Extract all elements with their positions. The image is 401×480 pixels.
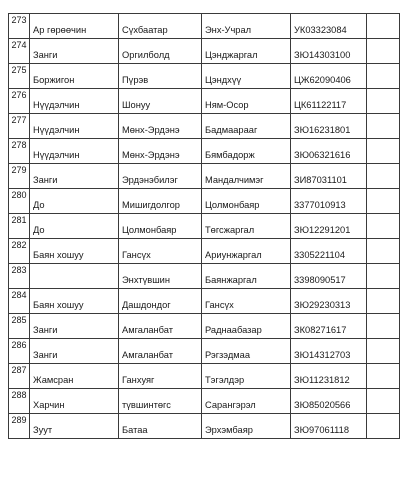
- father-name-text: Ганхуяг: [122, 374, 155, 385]
- empty-cell: [367, 64, 400, 89]
- father-name-cell: [119, 214, 202, 239]
- empty-cell: [367, 314, 400, 339]
- table-row: [9, 289, 400, 314]
- given-name-text: Сарангэрэл: [205, 399, 256, 410]
- register-number-cell: [291, 264, 367, 289]
- clan-name-cell: [30, 314, 119, 339]
- empty-cell: [367, 389, 400, 414]
- table-row: [9, 14, 400, 39]
- register-number-text: 3377010913: [294, 199, 346, 210]
- given-name-text: Цэнджаргал: [205, 49, 258, 60]
- given-name-cell: [202, 289, 291, 314]
- given-name-cell: [202, 239, 291, 264]
- register-number-cell: [291, 14, 367, 39]
- register-number-cell: [291, 64, 367, 89]
- empty-cell: [367, 89, 400, 114]
- row-number: 280: [9, 189, 30, 214]
- table-row: [9, 339, 400, 364]
- table-row: [9, 189, 400, 214]
- empty-cell: [367, 164, 400, 189]
- empty-cell: [367, 289, 400, 314]
- register-number-text: ЗЮ29230313: [294, 299, 351, 310]
- row-number: 273: [9, 14, 30, 39]
- father-name-cell: [119, 89, 202, 114]
- given-name-text: Мандалчимэг: [205, 174, 264, 185]
- father-name-text: Пүрэв: [122, 74, 149, 85]
- father-name-text: Эрдэнэбилэг: [122, 174, 178, 185]
- given-name-text: Цэндхүү: [205, 74, 242, 85]
- register-number-text: ЗЮ14303100: [294, 49, 351, 60]
- father-name-text: Мөнх-Эрдэнэ: [122, 124, 180, 135]
- register-number-text: ЗК08271617: [294, 324, 347, 335]
- father-name-cell: [119, 64, 202, 89]
- father-name-text: түвшинтөгс: [122, 399, 171, 410]
- father-name-cell: [119, 114, 202, 139]
- register-number-text: ЗИ87031101: [294, 174, 347, 185]
- clan-name-cell: [30, 14, 119, 39]
- register-number-cell: [291, 139, 367, 164]
- register-number-text: ЗЮ97061118: [294, 424, 349, 435]
- father-name-cell: [119, 264, 202, 289]
- father-name-text: Цолмонбаяр: [122, 224, 177, 235]
- register-number-cell: [291, 339, 367, 364]
- father-name-cell: [119, 39, 202, 64]
- given-name-cell: [202, 189, 291, 214]
- row-number: 286: [9, 339, 30, 364]
- empty-cell: [367, 189, 400, 214]
- father-name-text: Мөнх-Эрдэнэ: [122, 149, 180, 160]
- register-number-cell: [291, 39, 367, 64]
- register-number-text: 3305221104: [294, 249, 346, 260]
- empty-cell: [367, 14, 400, 39]
- row-number: 277: [9, 114, 30, 139]
- father-name-text: Дашдондог: [122, 299, 171, 310]
- clan-name-text: Баян хошуу: [33, 249, 84, 260]
- father-name-text: Шонуу: [122, 99, 151, 110]
- given-name-text: Төгсжаргал: [205, 224, 255, 235]
- register-number-cell: [291, 214, 367, 239]
- table-row: [9, 389, 400, 414]
- given-name-text: Эрхэмбаяр: [205, 424, 253, 435]
- register-number-text: ЗЮ12291201: [294, 224, 351, 235]
- clan-name-text: Нүүдэлчин: [33, 99, 80, 110]
- register-number-text: 3398090517: [294, 274, 346, 285]
- father-name-cell: [119, 239, 202, 264]
- clan-name-cell: [30, 114, 119, 139]
- father-name-cell: [119, 414, 202, 439]
- given-name-text: Рэгзэдмаа: [205, 349, 250, 360]
- given-name-text: Ням-Осор: [205, 99, 249, 110]
- empty-cell: [367, 139, 400, 164]
- table-row: [9, 139, 400, 164]
- register-number-text: ЦК61122117: [294, 99, 347, 110]
- row-number: 276: [9, 89, 30, 114]
- empty-cell: [367, 239, 400, 264]
- given-name-text: Тэгэлдэр: [205, 374, 245, 385]
- given-name-cell: [202, 264, 291, 289]
- clan-name-cell: [30, 164, 119, 189]
- clan-name-cell: [30, 89, 119, 114]
- father-name-cell: [119, 164, 202, 189]
- clan-name-text: Занги: [33, 324, 58, 335]
- clan-name-cell: [30, 214, 119, 239]
- father-name-cell: [119, 364, 202, 389]
- given-name-cell: [202, 414, 291, 439]
- table-row: [9, 364, 400, 389]
- empty-cell: [367, 214, 400, 239]
- row-number: 288: [9, 389, 30, 414]
- row-number: 282: [9, 239, 30, 264]
- clan-name-cell: [30, 389, 119, 414]
- register-number-text: ЗЮ16231801: [294, 124, 351, 135]
- register-number-text: ЦЖ62090406: [294, 74, 351, 85]
- father-name-text: Мишигдолгор: [122, 199, 180, 210]
- given-name-cell: [202, 39, 291, 64]
- clan-name-cell: [30, 239, 119, 264]
- register-number-cell: [291, 389, 367, 414]
- father-name-cell: [119, 314, 202, 339]
- register-number-cell: [291, 164, 367, 189]
- clan-name-text: Занги: [33, 49, 58, 60]
- clan-name-text: До: [33, 224, 45, 235]
- register-number-text: УК03323084: [294, 24, 347, 35]
- given-name-cell: [202, 314, 291, 339]
- table-row: [9, 64, 400, 89]
- clan-name-cell: [30, 414, 119, 439]
- given-name-cell: [202, 139, 291, 164]
- row-number: 284: [9, 289, 30, 314]
- given-name-cell: [202, 164, 291, 189]
- register-number-text: ЗЮ14312703: [294, 349, 351, 360]
- clan-name-text: Занги: [33, 174, 58, 185]
- row-number: 285: [9, 314, 30, 339]
- given-name-text: Раднаабазар: [205, 324, 262, 335]
- given-name-cell: [202, 64, 291, 89]
- clan-name-text: Жамсран: [33, 374, 74, 385]
- table-row: [9, 239, 400, 264]
- father-name-text: Энхтүвшин: [122, 274, 170, 285]
- row-number: 279: [9, 164, 30, 189]
- clan-name-text: До: [33, 199, 45, 210]
- table-row: [9, 414, 400, 439]
- father-name-cell: [119, 389, 202, 414]
- clan-name-text: Ар гөрөөчин: [33, 24, 87, 35]
- clan-name-text: Боржигон: [33, 74, 75, 85]
- register-number-cell: [291, 289, 367, 314]
- clan-name-cell: [30, 189, 119, 214]
- register-number-text: ЗЮ11231812: [294, 374, 350, 385]
- empty-cell: [367, 339, 400, 364]
- table-row: [9, 314, 400, 339]
- given-name-cell: [202, 214, 291, 239]
- empty-cell: [367, 114, 400, 139]
- father-name-cell: [119, 289, 202, 314]
- empty-cell: [367, 364, 400, 389]
- father-name-text: Гансүх: [122, 249, 151, 260]
- father-name-text: Амгаланбат: [122, 324, 174, 335]
- register-number-text: ЗЮ85020566: [294, 399, 351, 410]
- row-number: 283: [9, 264, 30, 289]
- register-number-cell: [291, 89, 367, 114]
- row-number: 281: [9, 214, 30, 239]
- father-name-text: Оргилболд: [122, 49, 170, 60]
- clan-name-text: Нүүдэлчин: [33, 124, 80, 135]
- father-name-cell: [119, 139, 202, 164]
- row-number: 287: [9, 364, 30, 389]
- register-number-cell: [291, 414, 367, 439]
- clan-name-text: Харчин: [33, 399, 65, 410]
- registry-table: [8, 13, 400, 439]
- given-name-cell: [202, 339, 291, 364]
- clan-name-cell: [30, 139, 119, 164]
- father-name-text: Сүхбаатар: [122, 24, 168, 35]
- father-name-cell: [119, 339, 202, 364]
- table-row: [9, 264, 400, 289]
- given-name-text: Энх-Учрал: [205, 24, 252, 35]
- given-name-cell: [202, 14, 291, 39]
- given-name-cell: [202, 364, 291, 389]
- register-number-cell: [291, 114, 367, 139]
- clan-name-text: Занги: [33, 349, 58, 360]
- clan-name-cell: [30, 64, 119, 89]
- table-row: [9, 39, 400, 64]
- empty-cell: [367, 39, 400, 64]
- register-number-cell: [291, 364, 367, 389]
- register-number-cell: [291, 239, 367, 264]
- table-row: [9, 114, 400, 139]
- given-name-text: Бадмаарааг: [205, 124, 258, 135]
- given-name-cell: [202, 114, 291, 139]
- row-number: 278: [9, 139, 30, 164]
- father-name-text: Батаа: [122, 424, 148, 435]
- father-name-text: Амгаланбат: [122, 349, 174, 360]
- father-name-cell: [119, 14, 202, 39]
- given-name-text: Бямбадорж: [205, 149, 255, 160]
- clan-name-cell: [30, 264, 119, 289]
- father-name-cell: [119, 189, 202, 214]
- given-name-text: Гансүх: [205, 299, 234, 310]
- registry-table-body: [9, 14, 400, 439]
- clan-name-text: Нүүдэлчин: [33, 149, 80, 160]
- given-name-text: Баянжаргал: [205, 274, 257, 285]
- register-number-text: ЗЮ06321616: [294, 149, 351, 160]
- clan-name-text: Баян хошуу: [33, 299, 84, 310]
- registry-table-page: [8, 13, 393, 439]
- clan-name-cell: [30, 364, 119, 389]
- table-row: [9, 214, 400, 239]
- given-name-text: Ариунжаргал: [205, 249, 262, 260]
- table-row: [9, 89, 400, 114]
- register-number-cell: [291, 189, 367, 214]
- row-number: 275: [9, 64, 30, 89]
- row-number: 289: [9, 414, 30, 439]
- empty-cell: [367, 264, 400, 289]
- given-name-text: Цолмонбаяр: [205, 199, 260, 210]
- given-name-cell: [202, 389, 291, 414]
- clan-name-text: Зуут: [33, 424, 53, 435]
- given-name-cell: [202, 89, 291, 114]
- register-number-cell: [291, 314, 367, 339]
- clan-name-cell: [30, 39, 119, 64]
- clan-name-cell: [30, 289, 119, 314]
- clan-name-cell: [30, 339, 119, 364]
- table-row: [9, 164, 400, 189]
- empty-cell: [367, 414, 400, 439]
- row-number: 274: [9, 39, 30, 64]
